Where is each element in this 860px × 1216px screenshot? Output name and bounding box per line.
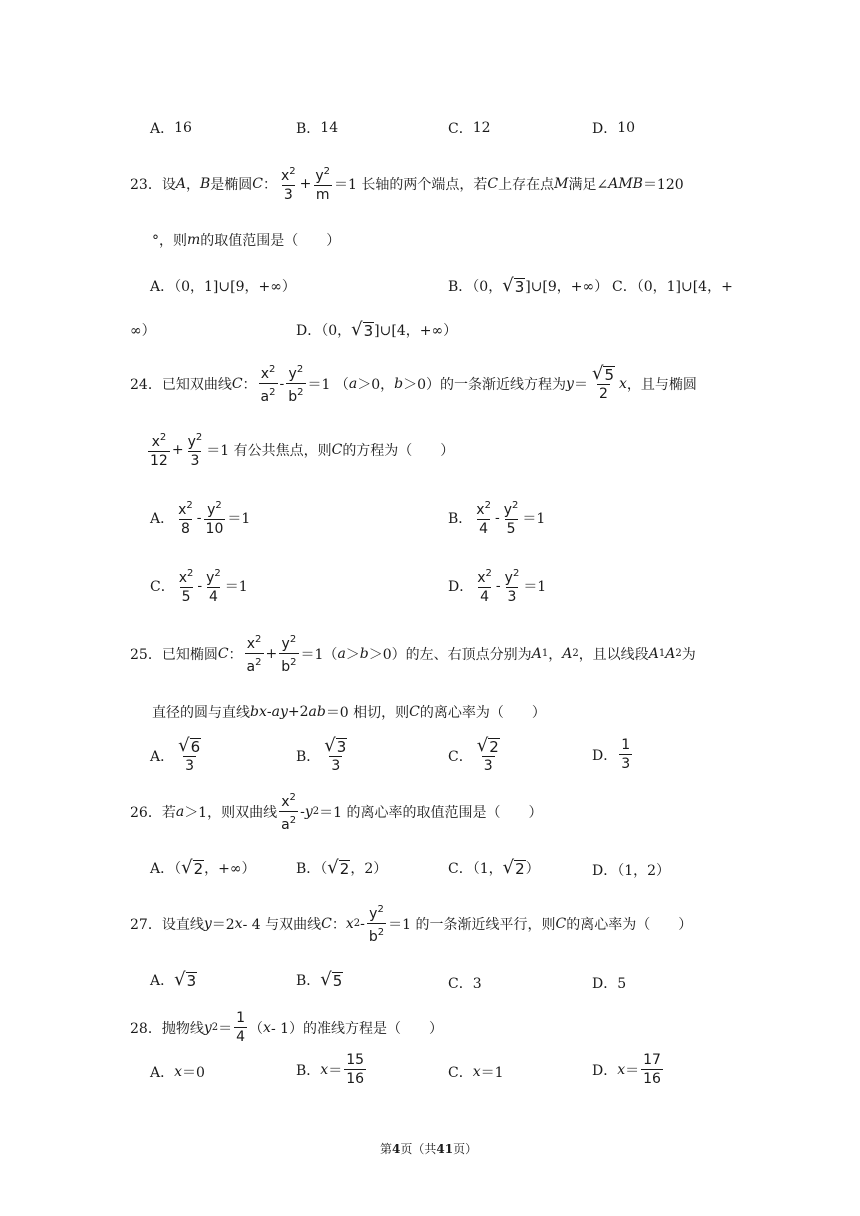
q24-ellipse-fraction-y: $\frac{y^2}{3}$	[187, 432, 203, 469]
q22-option-d: D． 10	[592, 120, 636, 137]
q26-option-a: A．（ √ 2 ，+∞）	[150, 857, 256, 878]
q23-stem: 23． 设 A ， B 是椭圆 C ： $\frac{x^2}{3}$ + $\frac{y^2}{m}$ ＝1 长轴的两个端点，若 C 上存在点 M 满足∠ AMB ＝120	[130, 166, 684, 203]
q24-ellipse-fraction-x: $\frac{x^2}{12}$	[150, 432, 168, 469]
q27-option-c: C．3	[448, 976, 482, 992]
q26-option-d: D．（1，2）	[592, 863, 671, 879]
q24-option-c: C． $\frac{x^2}{5}$ - $\frac{y^2}{4}$ ＝1	[150, 568, 248, 605]
q28-fraction: $\frac{1}{4}$	[236, 1010, 246, 1045]
q28-option-b: B． x ＝ $\frac{15}{16}$	[296, 1052, 365, 1087]
q25-stem-line2: 直径的圆与直线 bx - ay +2 ab ＝0 相切，则 C 的离心率为（ ）	[152, 704, 546, 721]
q25-fraction-x: $\frac{x^2}{a^2}$	[246, 634, 262, 675]
q22-option-b: B． 14	[296, 120, 339, 137]
q23-option-c-cont: ∞）	[130, 323, 156, 339]
q22-option-a: A． 16	[150, 120, 192, 137]
q28-option-a: A． x ＝0	[150, 1064, 205, 1081]
q25-option-d: D． $\frac{1}{3}$	[592, 737, 631, 772]
q23-option-c: C．（0，1]∪[4，+	[612, 279, 733, 295]
q24-fraction-y: $\frac{y^2}{b^2}$	[288, 364, 304, 405]
q27-option-a: A． √ 3	[150, 969, 197, 990]
q25-option-a: A． √ 6 3	[150, 735, 201, 774]
q24-stem-line2: $\frac{x^2}{12}$ + $\frac{y^2}{3}$ ＝1 有公共焦点，则 C 的方程为（ ）	[150, 432, 455, 469]
q25-option-c: C． √ 2 3	[448, 735, 499, 774]
q28-option-c: C． x ＝1	[448, 1064, 504, 1081]
q24-option-d: D． $\frac{x^2}{4}$ - $\frac{y^2}{3}$ ＝1	[448, 568, 547, 605]
q25-stem: 25． 已知椭圆 C ： $\frac{x^2}{a^2}$ + $\frac{y^2}{b^2}$ ＝1（ a ＞ b ＞0）的左、右顶点分别为 A 1 ， A 2 ，且以线段 A 1 A 2 为	[130, 634, 696, 675]
q24-option-a: A． $\frac{x^2}{8}$ - $\frac{y^2}{10}$ ＝1	[150, 500, 251, 537]
q26-fraction-x: $\frac{x^2}{a^2}$	[281, 792, 297, 833]
q25-option-b: B． √ 3 3	[296, 735, 347, 774]
q28-option-d: D． x ＝ $\frac{17}{16}$	[592, 1052, 661, 1087]
q26-option-c: C．（1， √ 2 ）	[448, 857, 540, 878]
q23-stem-line2: °，则 m 的取值范围是（ ）	[152, 232, 341, 249]
q26-stem: 26． 若 a ＞1，则双曲线 $\frac{x^2}{a^2}$ - y 2 ＝1 的离心率的取值范围是（ ）	[130, 792, 543, 833]
q24-fraction-x: $\frac{x^2}{a^2}$	[260, 364, 276, 405]
q22-option-c: C． 12	[448, 120, 491, 137]
q27-fraction-y: $\frac{y^2}{b^2}$	[368, 904, 385, 945]
q27-option-b: B． √ 5	[296, 969, 343, 990]
q23-fraction-y: $\frac{y^2}{m}$	[315, 166, 331, 203]
q23-option-b: B．（0， √ 3 ]∪[9，+∞）	[448, 275, 609, 296]
q23-option-d: D．（0， √ 3 ]∪[4，+∞）	[296, 319, 458, 340]
q27-stem: 27． 设直线 y ＝2 x - 4 与双曲线 C ： x 2 - $\frac{y^2}{b^2}$ ＝1 的一条渐近线平行，则 C 的离心率为（ ）	[130, 904, 693, 945]
page-footer: 第4页（共41页）	[380, 1142, 478, 1156]
q24-option-b: B． $\frac{x^2}{4}$ - $\frac{y^2}{5}$ ＝1	[448, 500, 546, 537]
q24-asymptote-fraction: √ 5 2	[591, 363, 614, 402]
sqrt-icon: √ 3	[351, 319, 374, 340]
q28-stem: 28． 抛物线 y 2 ＝ $\frac{1}{4}$ （ x - 1）的准线方程是（ ）	[130, 1010, 444, 1045]
q27-option-d: D．5	[592, 976, 627, 992]
sqrt-icon: √ 3	[502, 275, 525, 296]
q25-fraction-y: $\frac{y^2}{b^2}$	[281, 634, 297, 675]
q26-option-b: B．（ √ 2 ，2）	[296, 857, 388, 878]
q23-option-a: A．（0，1]∪[9，+∞）	[150, 279, 296, 295]
q24-stem: 24． 已知双曲线 C ： $\frac{x^2}{a^2}$ - $\frac{y^2}{b^2}$ ＝1 （ a ＞0， b ＞0）的一条渐近线方程为 y ＝ √ 5 2 x ，且与椭圆	[130, 363, 697, 405]
q23-fraction-x: $\frac{x^2}{3}$	[280, 166, 296, 203]
